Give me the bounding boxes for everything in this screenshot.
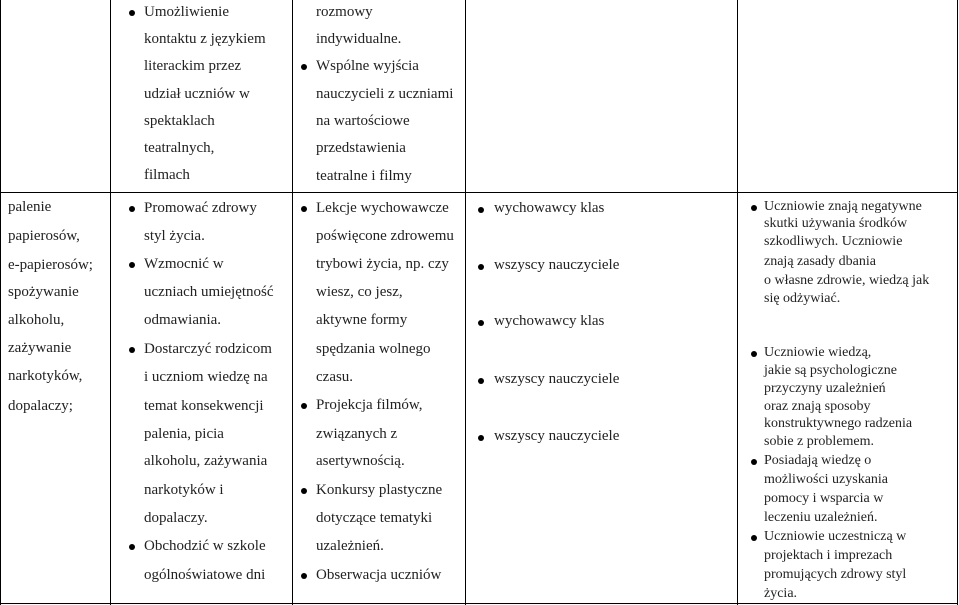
- outcome-line: Posiadają wiedzę o: [764, 453, 872, 468]
- activity-line: Projekcja filmów,: [316, 397, 423, 413]
- activity-line: teatralne i filmy: [316, 168, 412, 184]
- outcome-line: życia.: [764, 586, 798, 601]
- outcome-line: jakie są psychologiczne: [764, 363, 897, 378]
- behaviour-line: dopalaczy;: [8, 398, 73, 414]
- activity-line: nauczycieli z uczniami: [316, 86, 454, 102]
- outcome-line: Uczniowie wiedzą,: [764, 345, 872, 360]
- behaviour-line: narkotyków,: [8, 368, 83, 384]
- goal-line: Obchodzić w szkole: [144, 538, 266, 554]
- activity-line: Wspólne wyjścia: [316, 58, 419, 74]
- bullet-icon: [129, 262, 135, 268]
- activity-line: wiesz, co jesz,: [316, 284, 403, 300]
- row-divider: [0, 192, 958, 193]
- behaviour-line: zażywanie: [8, 340, 72, 356]
- goal-line: kontaktu z językiem: [144, 31, 266, 47]
- behaviour-line: e-papierosów;: [8, 257, 93, 273]
- goal-line: udział uczniów w: [144, 86, 250, 102]
- goal-line: ogólnoświatowe dni: [144, 567, 266, 583]
- outcome-line: projektach i imprezach: [764, 548, 893, 563]
- goal-line: Umożliwienie: [144, 4, 229, 20]
- goal-line: literackim przez: [144, 58, 242, 74]
- outcome-line: możliwości uzyskania: [764, 472, 889, 487]
- column-divider-4: [737, 0, 738, 605]
- outcome-line: konstruktywnego radzenia: [764, 416, 913, 431]
- bullet-icon: [751, 459, 757, 465]
- activity-line: przedstawienia: [316, 140, 406, 156]
- outcome-line: znają zasady dbania: [764, 254, 876, 269]
- table-border-bottom: [0, 603, 958, 604]
- outcome-line: promujących zdrowy styl: [764, 567, 907, 582]
- bullet-icon: [478, 435, 484, 441]
- goal-line: teatralnych,: [144, 140, 215, 156]
- behaviour-line: papierosów,: [8, 228, 80, 244]
- goal-line: odmawiania.: [144, 312, 222, 328]
- goal-line: alkoholu, zażywania: [144, 453, 268, 469]
- bullet-icon: [478, 378, 484, 384]
- bullet-icon: [478, 207, 484, 213]
- responsible-line: wychowawcy klas: [494, 200, 605, 216]
- bullet-icon: [751, 535, 757, 541]
- goal-line: Dostarczyć rodzicom: [144, 341, 272, 357]
- outcome-line: pomocy i wsparcia w: [764, 491, 884, 506]
- bullet-icon: [129, 10, 135, 16]
- outcome-line: o własne zdrowie, wiedzą jak: [764, 273, 930, 288]
- outcome-line: się odżywiać.: [764, 291, 841, 306]
- activity-line: trybowi życia, np. czy: [316, 256, 449, 272]
- responsible-line: wszyscy nauczyciele: [494, 428, 620, 444]
- goal-line: narkotyków i: [144, 482, 224, 498]
- bullet-icon: [751, 205, 757, 211]
- responsible-line: wszyscy nauczyciele: [494, 257, 620, 273]
- outcome-line: sobie z problemem.: [764, 434, 875, 449]
- bullet-icon: [478, 264, 484, 270]
- outcome-line: przyczyny uzależnień: [764, 381, 886, 396]
- bullet-icon: [129, 206, 135, 212]
- bullet-icon: [129, 347, 135, 353]
- bullet-icon: [301, 573, 307, 579]
- activity-line: związanych z: [316, 426, 398, 442]
- goal-line: Promować zdrowy: [144, 200, 257, 216]
- column-divider-2: [292, 0, 293, 605]
- activity-line: poświęcone zdrowemu: [316, 228, 454, 244]
- outcome-line: leczeniu uzależnień.: [764, 510, 878, 525]
- goal-line: dopalaczy.: [144, 510, 208, 526]
- bullet-icon: [301, 488, 307, 494]
- activity-line: Lekcje wychowawcze: [316, 200, 449, 216]
- bullet-icon: [478, 320, 484, 326]
- activity-line: Obserwacja uczniów: [316, 567, 442, 583]
- goal-line: filmach: [144, 167, 190, 183]
- activity-line: dotyczące tematyki: [316, 510, 433, 526]
- activity-line: indywidualne.: [316, 31, 402, 47]
- bullet-icon: [301, 64, 307, 70]
- activity-line: na wartościowe: [316, 113, 410, 129]
- activity-line: Konkursy plastyczne: [316, 482, 443, 498]
- bullet-icon: [301, 206, 307, 212]
- goal-line: Wzmocnić w: [144, 256, 224, 272]
- outcome-line: Uczniowie uczestniczą w: [764, 529, 907, 544]
- outcome-line: Uczniowie znają negatywne: [764, 199, 922, 214]
- outcome-line: oraz znają sposoby: [764, 399, 871, 414]
- behaviour-line: spożywanie: [8, 284, 79, 300]
- column-divider-1: [110, 0, 111, 605]
- bullet-icon: [751, 351, 757, 357]
- behaviour-line: palenie: [8, 199, 52, 215]
- outcome-line: szkodliwych. Uczniowie: [764, 234, 903, 249]
- responsible-line: wszyscy nauczyciele: [494, 371, 620, 387]
- goal-line: temat konsekwencji: [144, 398, 264, 414]
- goal-line: styl życia.: [144, 228, 205, 244]
- bullet-icon: [301, 403, 307, 409]
- behaviour-line: alkoholu,: [8, 312, 65, 328]
- goal-line: spektaklach: [144, 113, 215, 129]
- goal-line: palenia, picia: [144, 426, 224, 442]
- activity-line: rozmowy: [316, 4, 373, 20]
- table-border-right: [957, 0, 958, 605]
- goal-line: uczniach umiejętność: [144, 284, 274, 300]
- outcome-line: skutki używania środków: [764, 216, 908, 231]
- bullet-icon: [129, 544, 135, 550]
- activity-line: czasu.: [316, 369, 354, 385]
- column-divider-3: [465, 0, 466, 605]
- table-border-left: [0, 0, 1, 605]
- responsible-line: wychowawcy klas: [494, 313, 605, 329]
- activity-line: uzależnień.: [316, 538, 384, 554]
- activity-line: spędzania wolnego: [316, 341, 431, 357]
- activity-line: aktywne formy: [316, 312, 408, 328]
- goal-line: i uczniom wiedzę na: [144, 369, 268, 385]
- activity-line: asertywnością.: [316, 453, 405, 469]
